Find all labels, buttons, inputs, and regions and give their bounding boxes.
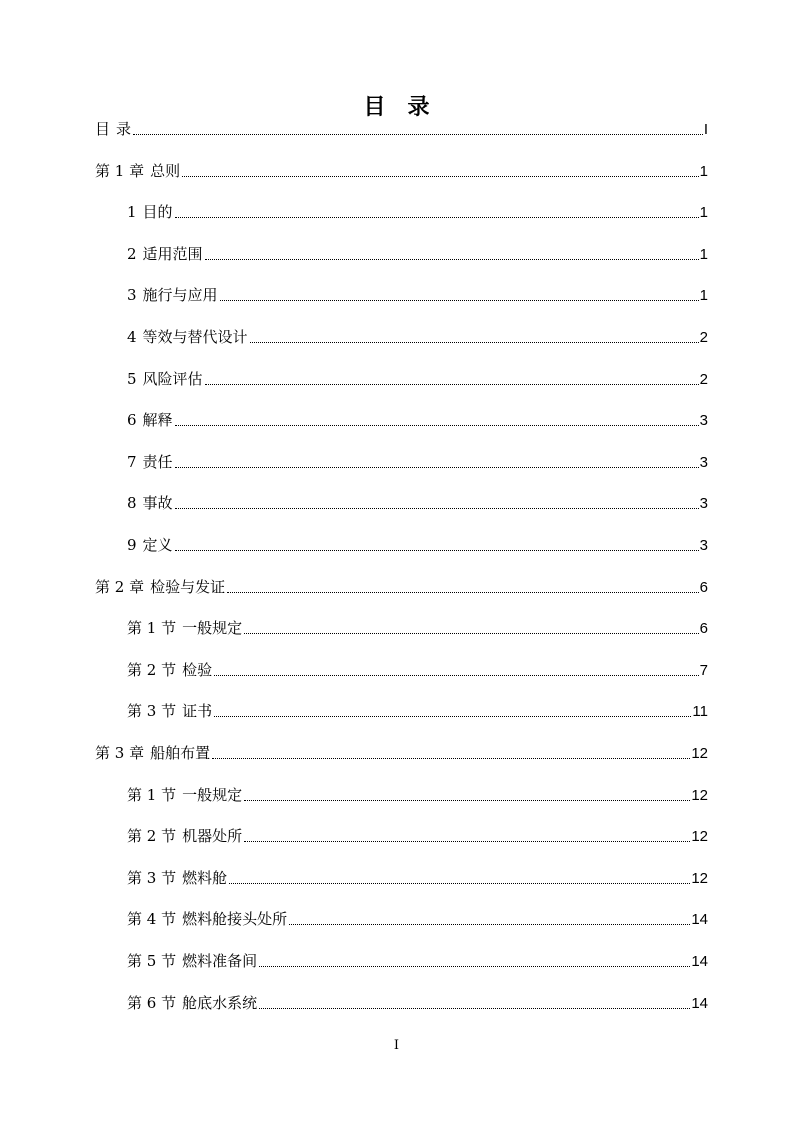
toc-entry-page: 12 (691, 745, 708, 762)
toc-entry-title (127, 451, 173, 473)
toc-entry-title (127, 659, 212, 681)
toc-dot-leader (175, 217, 699, 218)
toc-entry-number: 9 (127, 536, 137, 554)
toc-entry-title (127, 243, 203, 265)
toc-entry-number: 6 (127, 411, 137, 430)
toc-entry-label: 一般规定 (182, 619, 243, 638)
toc-entry-label: 检验与发证 (150, 577, 226, 596)
toc-entry-number: 第 5 节 (127, 952, 177, 970)
toc-entry[interactable] (95, 118, 708, 140)
toc-entry-number: 3 (127, 286, 137, 305)
toc-entry-title (127, 784, 242, 806)
toc-dot-leader (289, 924, 690, 925)
toc-entry-title (127, 492, 173, 514)
toc-dot-leader (175, 467, 699, 468)
toc-dot-leader (244, 633, 699, 634)
toc-entry[interactable] (95, 742, 708, 764)
toc-entry-title (127, 368, 203, 390)
toc-entry-number: 第 6 节 (127, 993, 177, 1012)
toc-entry-label: 一般规定 (182, 785, 243, 804)
toc-entry[interactable] (127, 825, 708, 847)
toc-entry-label: 总则 (150, 161, 181, 180)
toc-entry-page: 2 (699, 370, 708, 388)
toc-entry-label: 责任 (142, 452, 173, 471)
toc-entry-page: 14 (691, 994, 708, 1012)
toc-entry[interactable] (127, 908, 708, 930)
toc-entry-page: 12 (691, 869, 708, 887)
toc-entry[interactable] (127, 201, 708, 223)
toc-entry[interactable] (127, 409, 708, 431)
toc-entry-number: 第 1 章 (95, 161, 145, 180)
toc-entry-title (127, 867, 227, 889)
toc-entry-page: 2 (699, 329, 708, 346)
toc-entry-number: 第 4 节 (127, 910, 177, 929)
toc-dot-leader (133, 134, 703, 135)
toc-entry-label: 定义 (142, 536, 173, 554)
toc-entry[interactable] (127, 784, 708, 806)
toc-entry-title (95, 160, 180, 182)
toc-entry-title (127, 950, 257, 972)
toc-entry-page: 12 (691, 786, 708, 804)
toc-entry-number: 目 (95, 120, 111, 138)
toc-entry-page: 14 (691, 953, 708, 970)
toc-entry-number: 4 (127, 328, 137, 346)
page-title-part2: 录 (407, 93, 430, 120)
toc-entry[interactable] (127, 867, 708, 889)
toc-entry-number: 第 2 节 (127, 660, 177, 679)
toc-entry-page: 3 (699, 495, 708, 513)
toc-dot-leader (205, 259, 699, 260)
toc-entry-page: 3 (699, 453, 708, 471)
toc-entry-title (127, 617, 242, 639)
toc-entry-page: 1 (699, 162, 708, 180)
toc-entry[interactable] (127, 368, 708, 390)
toc-entry-title (95, 742, 210, 764)
toc-entry-label: 解释 (142, 411, 173, 430)
toc-entry-number: 7 (127, 452, 137, 471)
toc-entry[interactable] (127, 492, 708, 514)
toc-entry-title (127, 409, 173, 431)
toc-entry-number: 第 2 章 (95, 577, 145, 596)
toc-entry-label: 目的 (142, 203, 173, 222)
toc-entry[interactable] (127, 284, 708, 306)
toc-entry-page: 1 (699, 204, 708, 222)
toc-entry-label: 事故 (142, 494, 173, 513)
toc-entry-label: 燃料准备间 (182, 952, 258, 970)
toc-entry-title (95, 118, 131, 140)
toc-entry-title (127, 534, 173, 556)
toc-entry-label: 适用范围 (142, 244, 203, 263)
toc-entry-page: 12 (691, 828, 708, 846)
toc-dot-leader (229, 883, 690, 884)
toc-dot-leader (214, 716, 691, 717)
toc-entry[interactable] (95, 576, 708, 598)
toc-entry-label: 施行与应用 (142, 286, 218, 305)
toc-entry[interactable] (95, 160, 708, 182)
toc-dot-leader (220, 300, 699, 301)
toc-dot-leader (175, 550, 699, 551)
toc-entry[interactable] (127, 700, 708, 722)
toc-entry[interactable] (127, 992, 708, 1014)
toc-entry-number: 第 2 节 (127, 827, 177, 846)
toc-dot-leader (182, 176, 699, 177)
toc-dot-leader (205, 384, 699, 385)
toc-entry-number: 第 3 章 (95, 744, 145, 762)
toc-entry-title (127, 284, 218, 306)
toc-entry-title (127, 825, 242, 847)
toc-dot-leader (175, 508, 699, 509)
toc-entry-page: 1 (699, 245, 708, 263)
toc-entry[interactable] (127, 950, 708, 972)
toc-entry-page: 1 (699, 287, 708, 305)
toc-entry-label: 风险评估 (142, 369, 203, 388)
toc-entry[interactable] (127, 243, 708, 265)
toc-dot-leader (250, 342, 699, 343)
toc-dot-leader (244, 800, 690, 801)
toc-entry-number: 2 (127, 244, 137, 263)
toc-entry-label: 舱底水系统 (182, 993, 258, 1012)
toc-entry-page: 14 (691, 911, 708, 929)
toc-entry-label: 燃料舱接头处所 (182, 910, 288, 929)
toc-dot-leader (175, 425, 699, 426)
toc-entry[interactable] (127, 617, 708, 639)
toc-dot-leader (244, 841, 690, 842)
toc-entry-label: 船舶布置 (150, 744, 211, 762)
toc-entry[interactable] (127, 326, 708, 348)
toc-dot-leader (212, 758, 690, 759)
toc-entry-page: I (703, 121, 708, 138)
toc-entry-number: 5 (127, 369, 137, 388)
toc-entry-label: 录 (116, 120, 132, 138)
toc-entry-number: 8 (127, 494, 137, 513)
toc-entry-page: 3 (699, 412, 708, 430)
toc-entry-page: 11 (692, 703, 708, 721)
toc-entry-title (127, 992, 257, 1014)
toc-entry-label: 机器处所 (182, 827, 243, 846)
toc-entry-number: 1 (127, 203, 137, 222)
toc-dot-leader (259, 966, 690, 967)
toc-dot-leader (214, 675, 699, 676)
toc-entry-title (95, 576, 225, 598)
toc-entry[interactable] (127, 451, 708, 473)
toc-entry-title (127, 908, 287, 930)
toc-entry-label: 检验 (182, 660, 213, 679)
toc-dot-leader (259, 1008, 690, 1009)
toc-entry-title (127, 326, 248, 348)
toc-entry[interactable] (127, 659, 708, 681)
toc-dot-leader (227, 592, 699, 593)
toc-entry-title (127, 700, 212, 722)
toc-entry[interactable] (127, 534, 708, 556)
toc-entry-page: 3 (699, 537, 708, 554)
toc-entry-label: 证书 (182, 702, 213, 721)
toc-entry-page: 6 (699, 620, 708, 638)
toc-entry-number: 第 1 节 (127, 619, 177, 638)
toc-entry-page: 6 (699, 578, 708, 596)
toc-entry-number: 第 1 节 (127, 785, 177, 804)
page-title-part1: 目 (363, 93, 386, 120)
toc-entry-page: 7 (699, 661, 708, 679)
toc-entry-label: 等效与替代设计 (142, 328, 248, 346)
toc-entry-number: 第 3 节 (127, 702, 177, 721)
toc-entry-number: 第 3 节 (127, 868, 177, 887)
toc-entry-title (127, 201, 173, 223)
toc-entry-label: 燃料舱 (182, 868, 228, 887)
page-footer-number: I (393, 1038, 400, 1053)
